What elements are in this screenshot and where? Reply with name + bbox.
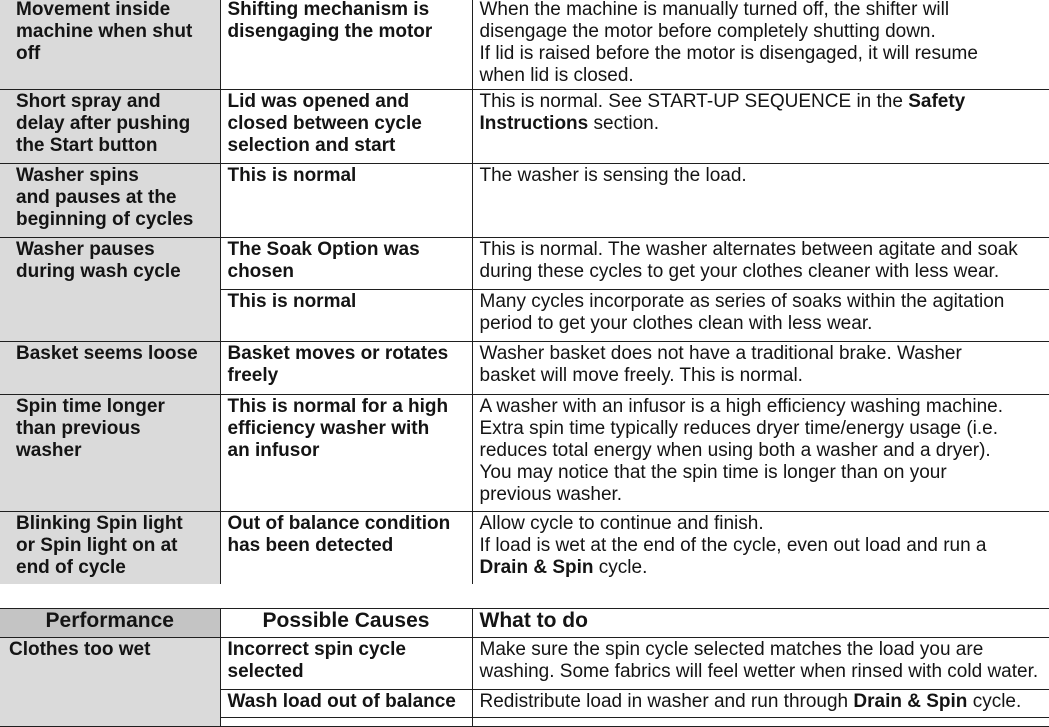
cell-line: Blinking Spin light — [16, 513, 183, 534]
problem-cell — [0, 90, 220, 164]
text-run: This is normal. The washer alternates between agitate and soak — [479, 239, 1018, 260]
bold-text: Drain & Spin — [479, 557, 594, 578]
cause-cell — [220, 342, 472, 395]
cell-line: during wash cycle — [16, 261, 181, 282]
cell-line — [480, 65, 1043, 87]
cause-cell — [220, 512, 472, 584]
cell-line: beginning of cycles — [16, 209, 194, 230]
solution-cell — [472, 90, 1049, 164]
solution-cell — [472, 342, 1049, 395]
cell-line — [480, 462, 1043, 484]
cell-line: Spin time longer — [16, 396, 165, 417]
cell-line — [480, 396, 1043, 418]
text-run: Make sure the spin cycle selected matches the load you are — [479, 639, 984, 660]
cell-line: This is normal — [227, 165, 357, 186]
cause-cell — [220, 238, 472, 290]
cell-line: washer — [16, 440, 82, 461]
performance-table — [0, 608, 1049, 727]
cell-line — [480, 291, 1043, 313]
cause-cell — [220, 638, 472, 690]
cell-line: disengaging the motor — [227, 21, 433, 42]
cell-line: This is normal for a high — [227, 396, 449, 417]
table-row — [0, 395, 1049, 512]
solution-cell — [472, 638, 1049, 690]
cell-line: closed between cycle — [227, 113, 422, 134]
table-row — [0, 342, 1049, 395]
cell-line: machine when shut — [16, 21, 193, 42]
cut-cell — [220, 718, 472, 727]
cut-cell — [472, 718, 1049, 727]
cell-line: and pauses at the — [16, 187, 177, 208]
cell-line — [480, 365, 1043, 387]
solution-cell — [472, 290, 1049, 342]
text-run: The washer is sensing the load. — [479, 165, 747, 186]
cell-line: or Spin light on at — [16, 535, 178, 556]
text-run: cycle. — [967, 691, 1022, 712]
text-run: period to get your clothes clean with less wear. — [479, 313, 873, 334]
cell-line — [480, 557, 1043, 579]
text-run: When the machine is manually turned off, the shifter will — [479, 0, 950, 20]
cause-cell — [220, 395, 472, 512]
table-row — [0, 512, 1049, 584]
problem-cell — [0, 638, 220, 727]
cell-line: Clothes too wet — [9, 639, 151, 660]
cell-line — [480, 313, 1043, 335]
header-row — [0, 609, 1049, 638]
cell-line — [480, 91, 1043, 113]
cell-line: than previous — [16, 418, 141, 439]
cell-line: Washer pauses — [16, 239, 155, 260]
text-run: Washer basket does not have a traditional brake. Washer — [479, 343, 962, 364]
problem-cell — [0, 238, 220, 342]
header-performance: Performance — [0, 609, 220, 638]
cell-line — [480, 239, 1043, 261]
text-run: A washer with an infusor is a high efficiency washing machine. — [479, 396, 1003, 417]
cell-line — [480, 484, 1043, 506]
cell-line: delay after pushing — [16, 113, 191, 134]
text-run: previous washer. — [479, 484, 623, 505]
cell-line — [480, 639, 1043, 661]
problem-cell — [0, 342, 220, 395]
text-run: Many cycles incorporate as series of soaks within the agitation — [479, 291, 1005, 312]
cell-line: Basket seems loose — [16, 343, 198, 364]
table-row — [0, 638, 1049, 690]
cause-cell — [220, 690, 472, 718]
cell-line: Incorrect spin cycle — [227, 639, 406, 660]
cell-line — [480, 0, 1043, 21]
cell-line: The Soak Option was — [227, 239, 420, 260]
text-run: when lid is closed. — [479, 65, 634, 86]
text-run: You may notice that the spin time is longer than on your — [479, 462, 947, 483]
cell-line: Wash load out of balance — [227, 691, 456, 712]
cell-line: Basket moves or rotates — [227, 343, 449, 364]
cell-line — [480, 661, 1043, 683]
text-run: If load is wet at the end of the cycle, even out load and run a — [479, 535, 987, 556]
problem-cell — [0, 0, 220, 90]
cell-line — [480, 440, 1043, 462]
problem-cell — [0, 395, 220, 512]
table-row — [0, 164, 1049, 238]
cell-line: Out of balance condition — [227, 513, 451, 534]
text-run: during these cycles to get your clothes cleaner with less wear. — [479, 261, 1000, 282]
text-run: washing. Some fabrics will feel wetter when rinsed with cold water. — [479, 661, 1039, 682]
solution-cell — [472, 395, 1049, 512]
cell-line: end of cycle — [16, 557, 126, 578]
cause-cell — [220, 0, 472, 90]
cell-line: freely — [227, 365, 279, 386]
cell-line: chosen — [227, 261, 295, 282]
cell-line: selection and start — [227, 135, 396, 156]
table-row — [0, 238, 1049, 290]
cell-line — [480, 535, 1043, 557]
table-row — [0, 90, 1049, 164]
cause-cell — [220, 90, 472, 164]
solution-cell — [472, 690, 1049, 718]
cause-cell — [220, 164, 472, 238]
bold-text: Drain & Spin — [853, 691, 968, 712]
cell-line — [480, 21, 1043, 43]
text-run: Extra spin time typically reduces dryer time/energy usage (i.e. — [479, 418, 998, 439]
text-run: Allow cycle to continue and finish. — [479, 513, 764, 534]
cell-line: Short spray and — [16, 91, 161, 112]
text-run: If lid is raised before the motor is disengaged, it will resume — [479, 43, 978, 64]
solution-cell — [472, 238, 1049, 290]
cell-line: off — [16, 43, 41, 64]
text-run: section. — [588, 113, 659, 134]
cell-line: selected — [227, 661, 304, 682]
header-possible-causes: Possible Causes — [220, 609, 472, 638]
bold-text: Instructions — [479, 113, 589, 134]
cell-line — [480, 418, 1043, 440]
problem-cell — [0, 164, 220, 238]
cell-line: an infusor — [227, 440, 320, 461]
text-run: cycle. — [593, 557, 648, 578]
cell-line: efficiency washer with — [227, 418, 430, 439]
text-run: basket will move freely. This is normal. — [479, 365, 803, 386]
cell-line: Movement inside — [16, 0, 171, 20]
solution-cell — [472, 164, 1049, 238]
bold-text: Safety — [908, 91, 966, 112]
header-what-to-do: What to do — [472, 609, 1049, 638]
text-run: This is normal. See START-UP SEQUENCE in the — [479, 91, 909, 112]
cell-line: This is normal — [227, 291, 357, 312]
solution-cell — [472, 512, 1049, 584]
cell-line — [480, 165, 1043, 187]
cause-cell — [220, 290, 472, 342]
text-run: Redistribute load in washer and run through — [479, 691, 854, 712]
problem-cell — [0, 512, 220, 584]
cell-line — [480, 343, 1043, 365]
cell-line: Washer spins — [16, 165, 139, 186]
solution-cell — [472, 0, 1049, 90]
text-run: disengage the motor before completely shutting down. — [479, 21, 936, 42]
cell-line: Lid was opened and — [227, 91, 410, 112]
cell-line: the Start button — [16, 135, 158, 156]
cell-line — [480, 261, 1043, 283]
cell-line: Shifting mechanism is — [227, 0, 430, 20]
table-row — [0, 0, 1049, 90]
cell-line — [480, 513, 1043, 535]
text-run: reduces total energy when using both a washer and a dryer). — [479, 440, 991, 461]
cell-line — [480, 43, 1043, 65]
cell-line — [480, 113, 1043, 135]
cell-line: has been detected — [227, 535, 394, 556]
cell-line — [480, 691, 1043, 713]
